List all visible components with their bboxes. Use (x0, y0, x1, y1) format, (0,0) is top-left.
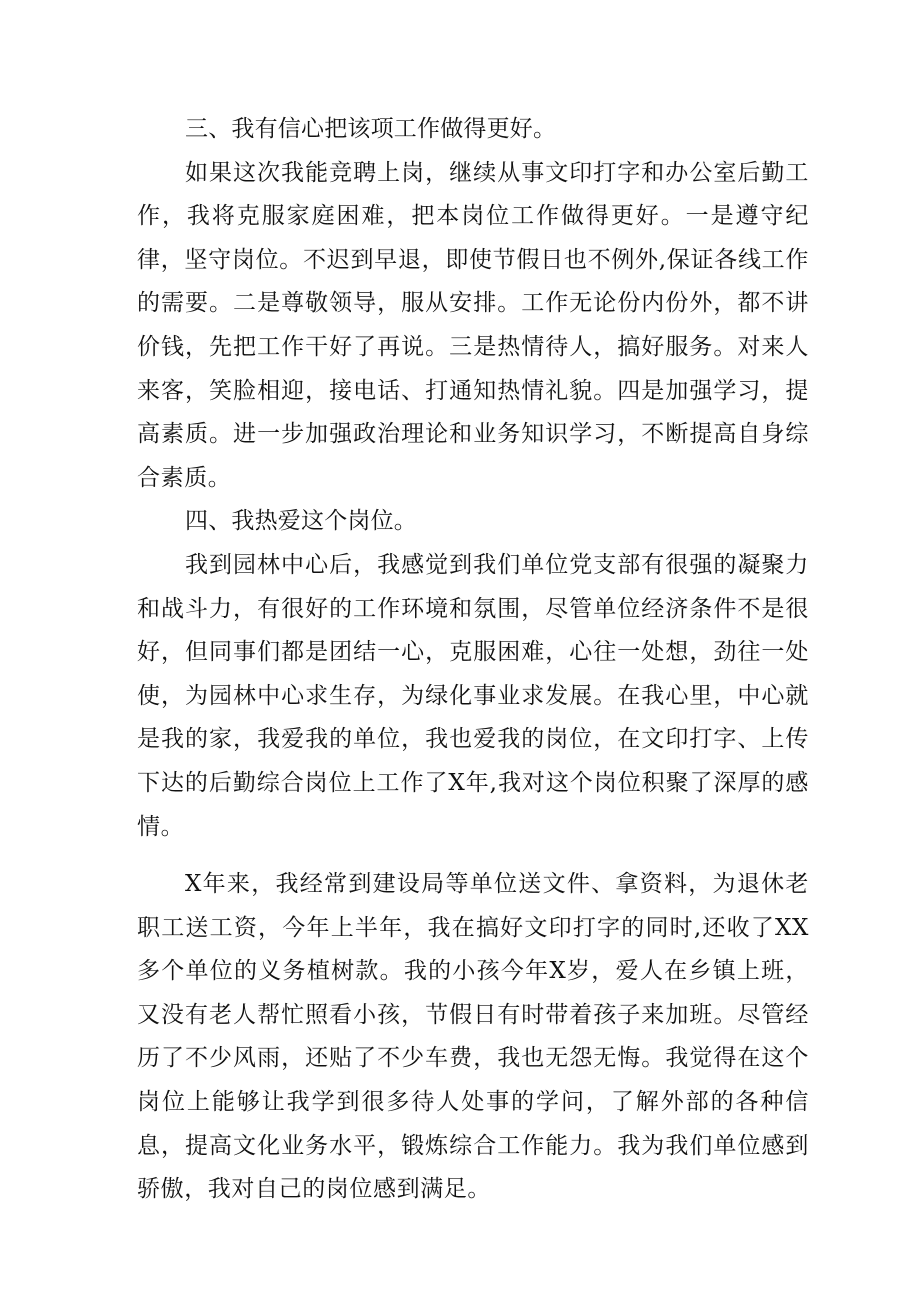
section-heading-3: 三、我有信心把该项工作做得更好。 (185, 116, 557, 142)
document-body (137, 108, 809, 1212)
paragraph-confidence: 如果这次我能竞聘上岗，继续从事文印打字和办公室后勤工作，我将克服家庭困难，把本岗位工作做得更好。一是遵守纪律，坚守岗位。不迟到早退，即使节假日也不例外,保证各线工作的需要。二是尊敬领导，服从安排。工作无论份内份外，都不讲价钱，先把工作干好了再说。三是热情待人，搞好服务。对来人来客，笑脸相迎，接电话、打通知热情礼貌。四是加强学习，提高素质。进一步加强政治理论和业务知识学习，不断提高自身综合素质。 (137, 159, 809, 491)
paragraph-years-of-work: X年来，我经常到建设局等单位送文件、拿资料，为退休老职工送工资，今年上半年，我在搞好文印打字的同时,还收了XX多个单位的义务植树款。我的小孩今年X岁，爱人在乡镇上班，又没有老人帮忙照看小孩，节假日有时带着孩子来加班。尽管经历了不少风雨，还贴了不少车费，我也无怨无悔。我觉得在这个岗位上能够让我学到很多待人处事的学问，了解外部的各种信息，提高文化业务水平，锻炼综合工作能力。我为我们单位感到骄傲，我对自己的岗位感到满足。 (137, 871, 809, 1203)
paragraph-spacer (137, 849, 809, 863)
paragraph-love-position: 我到园林中心后，我感觉到我们单位党支部有很强的凝聚力和战斗力，有很好的工作环境和氛围，尽管单位经济条件不是很好，但同事们都是团结一心，克服困难，心往一处想，劲往一处使，为园林中心求生存，为绿化事业求发展。在我心里，中心就是我的家，我爱我的单位，我也爱我的岗位，在文印打字、上传下达的后勤综合岗位上工作了X年,我对这个岗位积聚了深厚的感情。 (137, 551, 809, 840)
section-heading-4: 四、我热爱这个岗位。 (185, 508, 417, 535)
